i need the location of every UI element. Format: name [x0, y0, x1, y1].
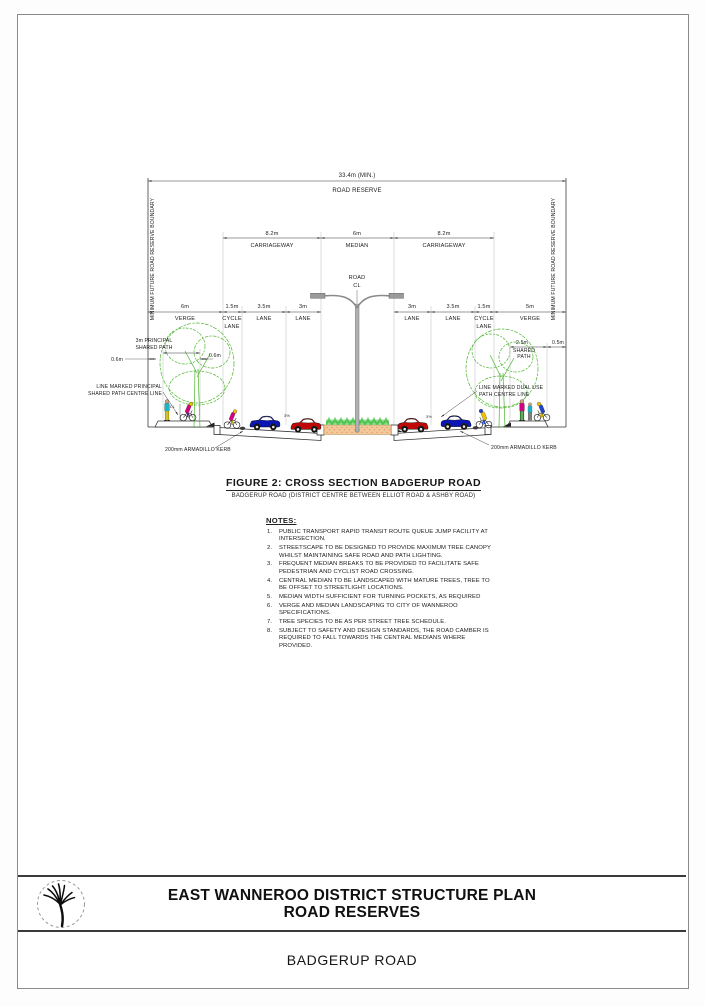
cross-section-drawing — [1, 1, 705, 471]
plan-title-line1: EAST WANNEROO DISTRICT STRUCTURE PLAN — [167, 886, 537, 904]
path-centre-left-line1: LINE MARKED PRINCIPAL — [96, 384, 162, 390]
road-cl-line1: ROAD — [348, 275, 366, 281]
note-item: VERGE AND MEDIAN LANDSCAPING TO CITY OF WANNEROO SPECIFICATIONS. — [279, 602, 458, 617]
shared-path-right-line3: PATH — [517, 354, 531, 360]
dim-cycle-right-label2: LANE — [476, 324, 492, 330]
path-centre-right-line1: LINE MARKED DUAL USE — [479, 385, 544, 391]
boundary-label-left: MINIMUM FUTURE ROAD RESERVE BOUNDARY — [150, 197, 156, 321]
notes-block — [266, 516, 496, 651]
armadillo-kerb-right — [473, 426, 478, 429]
road-centreline-label — [349, 275, 366, 303]
figure-subtitle: BADGERUP ROAD (DISTRICT CENTRE BETWEEN ELLIOT ROAD & ASHBY ROAD) — [231, 493, 476, 499]
shared-path-right-line2: SHARED — [512, 348, 536, 354]
path-centre-left-line2: SHARED PATH CENTRE LINE — [87, 391, 162, 397]
carriageway-dimensions — [223, 231, 494, 249]
dim-verge-left-value: 6m — [180, 304, 190, 310]
shared-path-right-line1: 2.5m — [516, 340, 528, 346]
kerb-right-text: 200mm ARMADILLO KERB — [491, 445, 557, 451]
title-block-road-row — [18, 932, 686, 988]
drawing-sheet — [17, 14, 689, 989]
dim-carriageway-left-label: CARRIAGEWAY — [250, 243, 294, 249]
dim-lane3-right-value: 3m — [407, 304, 417, 310]
road-cl-line2: CL — [353, 283, 361, 289]
dim-cycle-right-label1: CYCLE — [474, 316, 494, 322]
cyclist-icon-right-path — [534, 402, 550, 421]
cyclist-icon-right-cyclelane — [476, 409, 492, 428]
dim-lane3-left-label: LANE — [295, 316, 311, 322]
plan-title-line2: ROAD RESERVES — [283, 903, 421, 921]
dim-lane3-left-value: 3m — [298, 304, 308, 310]
pedestrian-icon-left — [164, 400, 170, 422]
note-item: FREQUENT MEDIAN BREAKS TO BE PROVIDED TO FACILITATE SAFE PEDESTRIAN AND CYCLIST ROAD CROSSING. — [279, 561, 479, 575]
shared-path-left-line1: 3m PRINCIPAL — [135, 338, 173, 344]
offset-right-dimension — [547, 340, 566, 347]
shared-path-left-line2: SHARED PATH — [135, 345, 173, 351]
dim-lane35-right-label: LANE — [445, 316, 461, 322]
offset-left-outer-label: 0.6m — [111, 357, 123, 363]
dim-lane35-left-value: 3.5m — [257, 304, 271, 310]
offset-left-inner-label: 0.6m — [209, 353, 221, 359]
dim-cycle-left-value: 1.5m — [225, 304, 239, 310]
car-icon-red-left — [291, 418, 321, 432]
dim-verge-right-value: 5m — [525, 304, 535, 310]
dim-lane3-right-label: LANE — [404, 316, 420, 322]
title-block — [18, 875, 686, 988]
dim-lane35-right-value: 3.5m — [446, 304, 460, 310]
boundary-label-right: MINIMUM FUTURE ROAD RESERVE BOUNDARY — [551, 197, 557, 321]
dim-cycle-left-label1: CYCLE — [222, 316, 242, 322]
notes-heading: NOTES: — [266, 516, 297, 525]
dim-carriageway-left-value: 8.2m — [265, 231, 279, 237]
dim-carriageway-right-value: 8.2m — [437, 231, 451, 237]
cyclist-icon-left-cyclelane — [224, 410, 240, 429]
dim-lane35-left-label: LANE — [256, 316, 272, 322]
dim-verge-left-label: VERGE — [174, 316, 196, 322]
note-item: TREE SPECIES TO BE AS PER STREET TREE SCHEDULE. — [279, 619, 446, 625]
note-item: SUBJECT TO SAFETY AND DESIGN STANDARDS, THE ROAD CAMBER IS REQUIRED TO FALL TOWARDS THE CENTRAL MEDIANS WHERE PROVIDED. — [279, 627, 489, 649]
path-centre-right-line2: PATH CENTRE LINE — [479, 392, 530, 398]
pedestrian-icon-right-2 — [528, 403, 532, 421]
dim-carriageway-right-label: CARRIAGEWAY — [422, 243, 466, 249]
note-item: PUBLIC TRANSPORT RAPID TRANSIT ROUTE QUEUE JUMP FACILITY AT INTERSECTION. — [279, 529, 488, 543]
figure-title: FIGURE 2: CROSS SECTION BADGERUP ROAD — [225, 477, 482, 489]
cyclist-icon-left-path — [180, 402, 196, 421]
camber-left-label: 3% — [284, 413, 290, 418]
dim-cycle-right-value: 1.5m — [477, 304, 491, 310]
armadillo-kerb-left — [240, 427, 245, 430]
dim-cycle-left-label2: LANE — [224, 324, 240, 330]
note-item: CENTRAL MEDIAN TO BE LANDSCAPED WITH MATURE TREES, TREE TO BE OFFSET TO STREETLIGHT LOCATIONS. — [279, 577, 490, 591]
offset-right-label: 0.5m — [552, 340, 564, 346]
streetlight-icon — [311, 293, 404, 432]
note-item: MEDIAN WIDTH SUFFICIENT FOR TURNING POCKETS, AS REQUIRED — [279, 593, 481, 600]
dim-median-value: 6m — [352, 231, 362, 237]
car-icon-blue-right — [441, 416, 471, 430]
road-name: BADGERUP ROAD — [286, 952, 418, 968]
offset-left-outer-dimension — [111, 357, 156, 363]
kangaroo-paw-logo-icon — [35, 878, 87, 930]
car-icon-blue-left — [250, 416, 280, 430]
dim-road-reserve-value: 33.4m (MIN.) — [338, 173, 376, 179]
dim-road-reserve-label: ROAD RESERVE — [332, 188, 382, 194]
path-cl-label: CL — [169, 404, 175, 409]
notes-list — [266, 529, 496, 650]
dim-median-label: MEDIAN — [345, 243, 369, 249]
camber-right-label: 3% — [426, 414, 432, 419]
note-item: STREETSCAPE TO BE DESIGNED TO PROVIDE MAXIMUM TREE CANOPY WHILST MAINTAINING SAFE ROAD AND PATH LIGHTING. — [279, 545, 491, 559]
figure-caption — [1, 473, 705, 499]
car-icon-red-right — [398, 418, 428, 432]
kerb-left-text: 200mm ARMADILLO KERB — [165, 447, 231, 453]
title-block-header-row — [18, 877, 686, 932]
dim-verge-right-label: VERGE — [519, 316, 541, 322]
road-reserve-dimension — [148, 173, 566, 194]
